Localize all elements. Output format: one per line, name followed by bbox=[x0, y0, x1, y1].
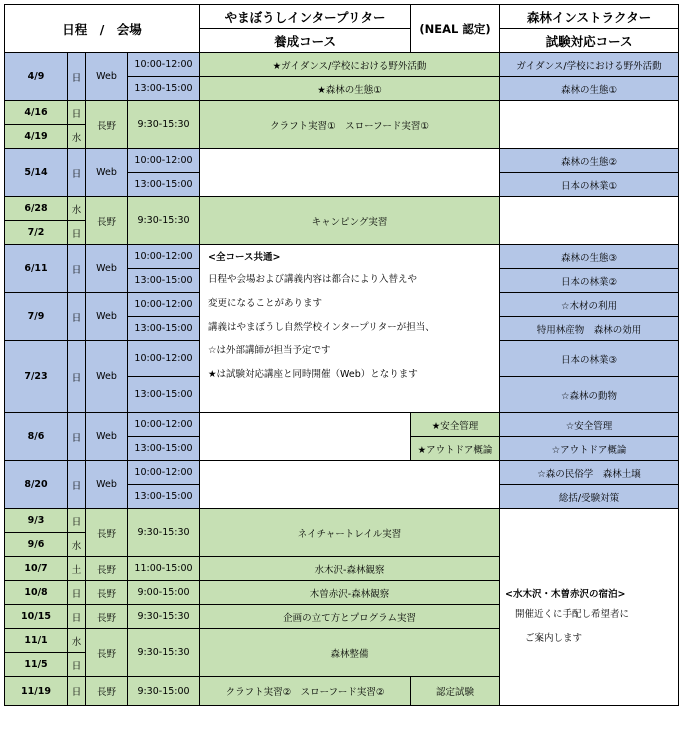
day-cell: 水 bbox=[68, 125, 86, 149]
date-cell: 11/5 bbox=[5, 653, 68, 677]
day-cell: 日 bbox=[68, 605, 86, 629]
date-cell: 5/14 bbox=[5, 149, 68, 197]
date-cell: 9/6 bbox=[5, 533, 68, 557]
venue-cell: Web bbox=[86, 341, 128, 413]
day-cell: 土 bbox=[68, 557, 86, 581]
day-cell: 日 bbox=[68, 413, 86, 461]
day-cell: 日 bbox=[68, 581, 86, 605]
venue-cell: 長野 bbox=[86, 605, 128, 629]
date-cell: 10/7 bbox=[5, 557, 68, 581]
venue-cell: Web bbox=[86, 245, 128, 293]
time-cell: 9:30-15:00 bbox=[128, 677, 200, 706]
yama-lecture-cell: ネイチャートレイル実習 bbox=[200, 509, 500, 557]
venue-cell: 長野 bbox=[86, 677, 128, 706]
yama-lecture-cell: キャンピング実習 bbox=[200, 197, 500, 245]
date-cell: 4/16 bbox=[5, 101, 68, 125]
time-cell: 10:00-12:00 bbox=[128, 341, 200, 377]
time-cell: 13:00-15:00 bbox=[128, 173, 200, 197]
time-cell: 9:30-15:30 bbox=[128, 101, 200, 149]
time-cell: 10:00-12:00 bbox=[128, 413, 200, 437]
time-cell: 13:00-15:00 bbox=[128, 437, 200, 461]
yama-lecture-cell-empty bbox=[200, 413, 411, 461]
day-cell: 日 bbox=[68, 509, 86, 533]
common-note-title: <全コース共通> bbox=[208, 252, 281, 263]
venue-cell: Web bbox=[86, 461, 128, 509]
day-cell: 日 bbox=[68, 149, 86, 197]
yama-lecture-cell-empty bbox=[200, 461, 500, 509]
yama-lecture-cell: ★ガイダンス/学校における野外活動 bbox=[200, 53, 500, 77]
day-cell: 日 bbox=[68, 53, 86, 101]
time-cell: 9:00-15:00 bbox=[128, 581, 200, 605]
table-row bbox=[5, 413, 679, 437]
date-cell: 9/3 bbox=[5, 509, 68, 533]
header-yama-course-line1: やまぼうしインタープリター bbox=[200, 5, 411, 29]
header-schedule-venue: 日程 / 会場 bbox=[5, 5, 200, 53]
date-cell: 11/1 bbox=[5, 629, 68, 653]
time-cell: 10:00-12:00 bbox=[128, 149, 200, 173]
date-cell: 8/20 bbox=[5, 461, 68, 509]
lodging-note bbox=[500, 509, 679, 706]
table-row bbox=[5, 197, 679, 221]
forest-lecture-cell: ガイダンス/学校における野外活動 bbox=[500, 53, 679, 77]
day-cell: 水 bbox=[68, 533, 86, 557]
time-cell: 10:00-12:00 bbox=[128, 245, 200, 269]
date-cell: 10/8 bbox=[5, 581, 68, 605]
yama-lecture-cell: クラフト実習② スローフード実習② bbox=[200, 677, 411, 706]
yama-lecture-cell: クラフト実習① スローフード実習① bbox=[200, 101, 500, 149]
table-row bbox=[5, 53, 679, 77]
day-cell: 日 bbox=[68, 461, 86, 509]
venue-cell: Web bbox=[86, 149, 128, 197]
time-cell: 13:00-15:00 bbox=[128, 317, 200, 341]
time-cell: 9:30-15:30 bbox=[128, 509, 200, 557]
yama-lecture-cell: 木曽赤沢-森林観察 bbox=[200, 581, 500, 605]
time-cell: 13:00-15:00 bbox=[128, 485, 200, 509]
time-cell: 9:30-15:30 bbox=[128, 629, 200, 677]
time-cell: 10:00-12:00 bbox=[128, 293, 200, 317]
common-note-line: 日程や会場および講義内容は都合により入替えや bbox=[208, 274, 418, 285]
time-cell: 11:00-15:00 bbox=[128, 557, 200, 581]
day-cell: 水 bbox=[68, 629, 86, 653]
venue-cell: Web bbox=[86, 413, 128, 461]
neal-lecture-cell: ★安全管理 bbox=[411, 413, 500, 437]
forest-lecture-cell: 日本の林業① bbox=[500, 173, 679, 197]
day-cell: 日 bbox=[68, 677, 86, 706]
common-note bbox=[200, 245, 500, 413]
venue-cell: Web bbox=[86, 293, 128, 341]
venue-cell: 長野 bbox=[86, 629, 128, 677]
forest-lecture-cell: 森林の生態③ bbox=[500, 245, 679, 269]
venue-cell: 長野 bbox=[86, 197, 128, 245]
forest-lecture-cell: 日本の林業② bbox=[500, 269, 679, 293]
venue-cell: 長野 bbox=[86, 581, 128, 605]
forest-lecture-cell-empty bbox=[500, 101, 679, 149]
table-row bbox=[5, 149, 679, 173]
forest-lecture-cell: 森林の生態② bbox=[500, 149, 679, 173]
day-cell: 水 bbox=[68, 197, 86, 221]
yama-lecture-cell-empty bbox=[200, 149, 500, 197]
date-cell: 7/2 bbox=[5, 221, 68, 245]
day-cell: 日 bbox=[68, 293, 86, 341]
lodging-note-line: ご案内します bbox=[525, 633, 583, 644]
neal-lecture-cell: 認定試験 bbox=[411, 677, 500, 706]
venue-cell: Web bbox=[86, 53, 128, 101]
date-cell: 11/19 bbox=[5, 677, 68, 706]
common-note-line: ★は試験対応講座と同時開催（Web）となります bbox=[208, 369, 418, 381]
forest-lecture-cell: ☆森の民俗学 森林土壌 bbox=[500, 461, 679, 485]
forest-lecture-cell: ☆森林の動物 bbox=[500, 377, 679, 413]
date-cell: 4/19 bbox=[5, 125, 68, 149]
date-cell: 7/9 bbox=[5, 293, 68, 341]
table-row bbox=[5, 461, 679, 485]
date-cell: 4/9 bbox=[5, 53, 68, 101]
date-cell: 6/28 bbox=[5, 197, 68, 221]
table-row bbox=[5, 245, 679, 269]
day-cell: 日 bbox=[68, 101, 86, 125]
date-cell: 8/6 bbox=[5, 413, 68, 461]
time-cell: 9:30-15:30 bbox=[128, 605, 200, 629]
forest-lecture-cell: 日本の林業③ bbox=[500, 341, 679, 377]
venue-cell: 長野 bbox=[86, 101, 128, 149]
day-cell: 日 bbox=[68, 341, 86, 413]
forest-lecture-cell: 森林の生態① bbox=[500, 77, 679, 101]
date-cell: 10/15 bbox=[5, 605, 68, 629]
neal-lecture-cell: ★アウトドア概論 bbox=[411, 437, 500, 461]
table-row bbox=[5, 101, 679, 125]
time-cell: 13:00-15:00 bbox=[128, 77, 200, 101]
yama-lecture-cell: ★森林の生態① bbox=[200, 77, 500, 101]
schedule-table-wrapper bbox=[4, 4, 679, 706]
forest-lecture-cell-empty bbox=[500, 197, 679, 245]
time-cell: 10:00-12:00 bbox=[128, 461, 200, 485]
common-note-line: ☆は外部講師が担当予定です bbox=[208, 345, 331, 357]
yama-lecture-cell: 水木沢-森林観察 bbox=[200, 557, 500, 581]
forest-lecture-cell: 総括/受験対策 bbox=[500, 485, 679, 509]
day-cell: 日 bbox=[68, 653, 86, 677]
header-forest-course-line2: 試験対応コース bbox=[500, 29, 679, 53]
header-row bbox=[5, 5, 679, 29]
schedule-table bbox=[4, 4, 679, 706]
time-cell: 13:00-15:00 bbox=[128, 377, 200, 413]
forest-lecture-cell: ☆木材の利用 bbox=[500, 293, 679, 317]
forest-lecture-cell: ☆安全管理 bbox=[500, 413, 679, 437]
yama-lecture-cell: 森林整備 bbox=[200, 629, 500, 677]
time-cell: 13:00-15:00 bbox=[128, 269, 200, 293]
header-yama-course-line2: 養成コース bbox=[200, 29, 411, 53]
common-note-line: 講義はやまぼうし自然学校インタープリターが担当、 bbox=[208, 321, 435, 333]
yama-lecture-cell: 企画の立て方とプログラム実習 bbox=[200, 605, 500, 629]
table-row bbox=[5, 509, 679, 533]
time-cell: 10:00-12:00 bbox=[128, 53, 200, 77]
day-cell: 日 bbox=[68, 245, 86, 293]
date-cell: 7/23 bbox=[5, 341, 68, 413]
time-cell: 9:30-15:30 bbox=[128, 197, 200, 245]
venue-cell: 長野 bbox=[86, 509, 128, 557]
day-cell: 日 bbox=[68, 221, 86, 245]
venue-cell: 長野 bbox=[86, 557, 128, 581]
lodging-note-title: <水木沢・木曽赤沢の宿泊> bbox=[505, 589, 626, 600]
forest-lecture-cell: ☆アウトドア概論 bbox=[500, 437, 679, 461]
date-cell: 6/11 bbox=[5, 245, 68, 293]
common-note-line: 変更になることがあります bbox=[208, 297, 323, 309]
header-forest-course-line1: 森林インストラクター bbox=[500, 5, 679, 29]
lodging-note-line: 開催近くに手配し希望者に bbox=[515, 609, 630, 620]
header-neal: (NEAL 認定) bbox=[411, 5, 500, 53]
forest-lecture-cell: 特用林産物 森林の効用 bbox=[500, 317, 679, 341]
